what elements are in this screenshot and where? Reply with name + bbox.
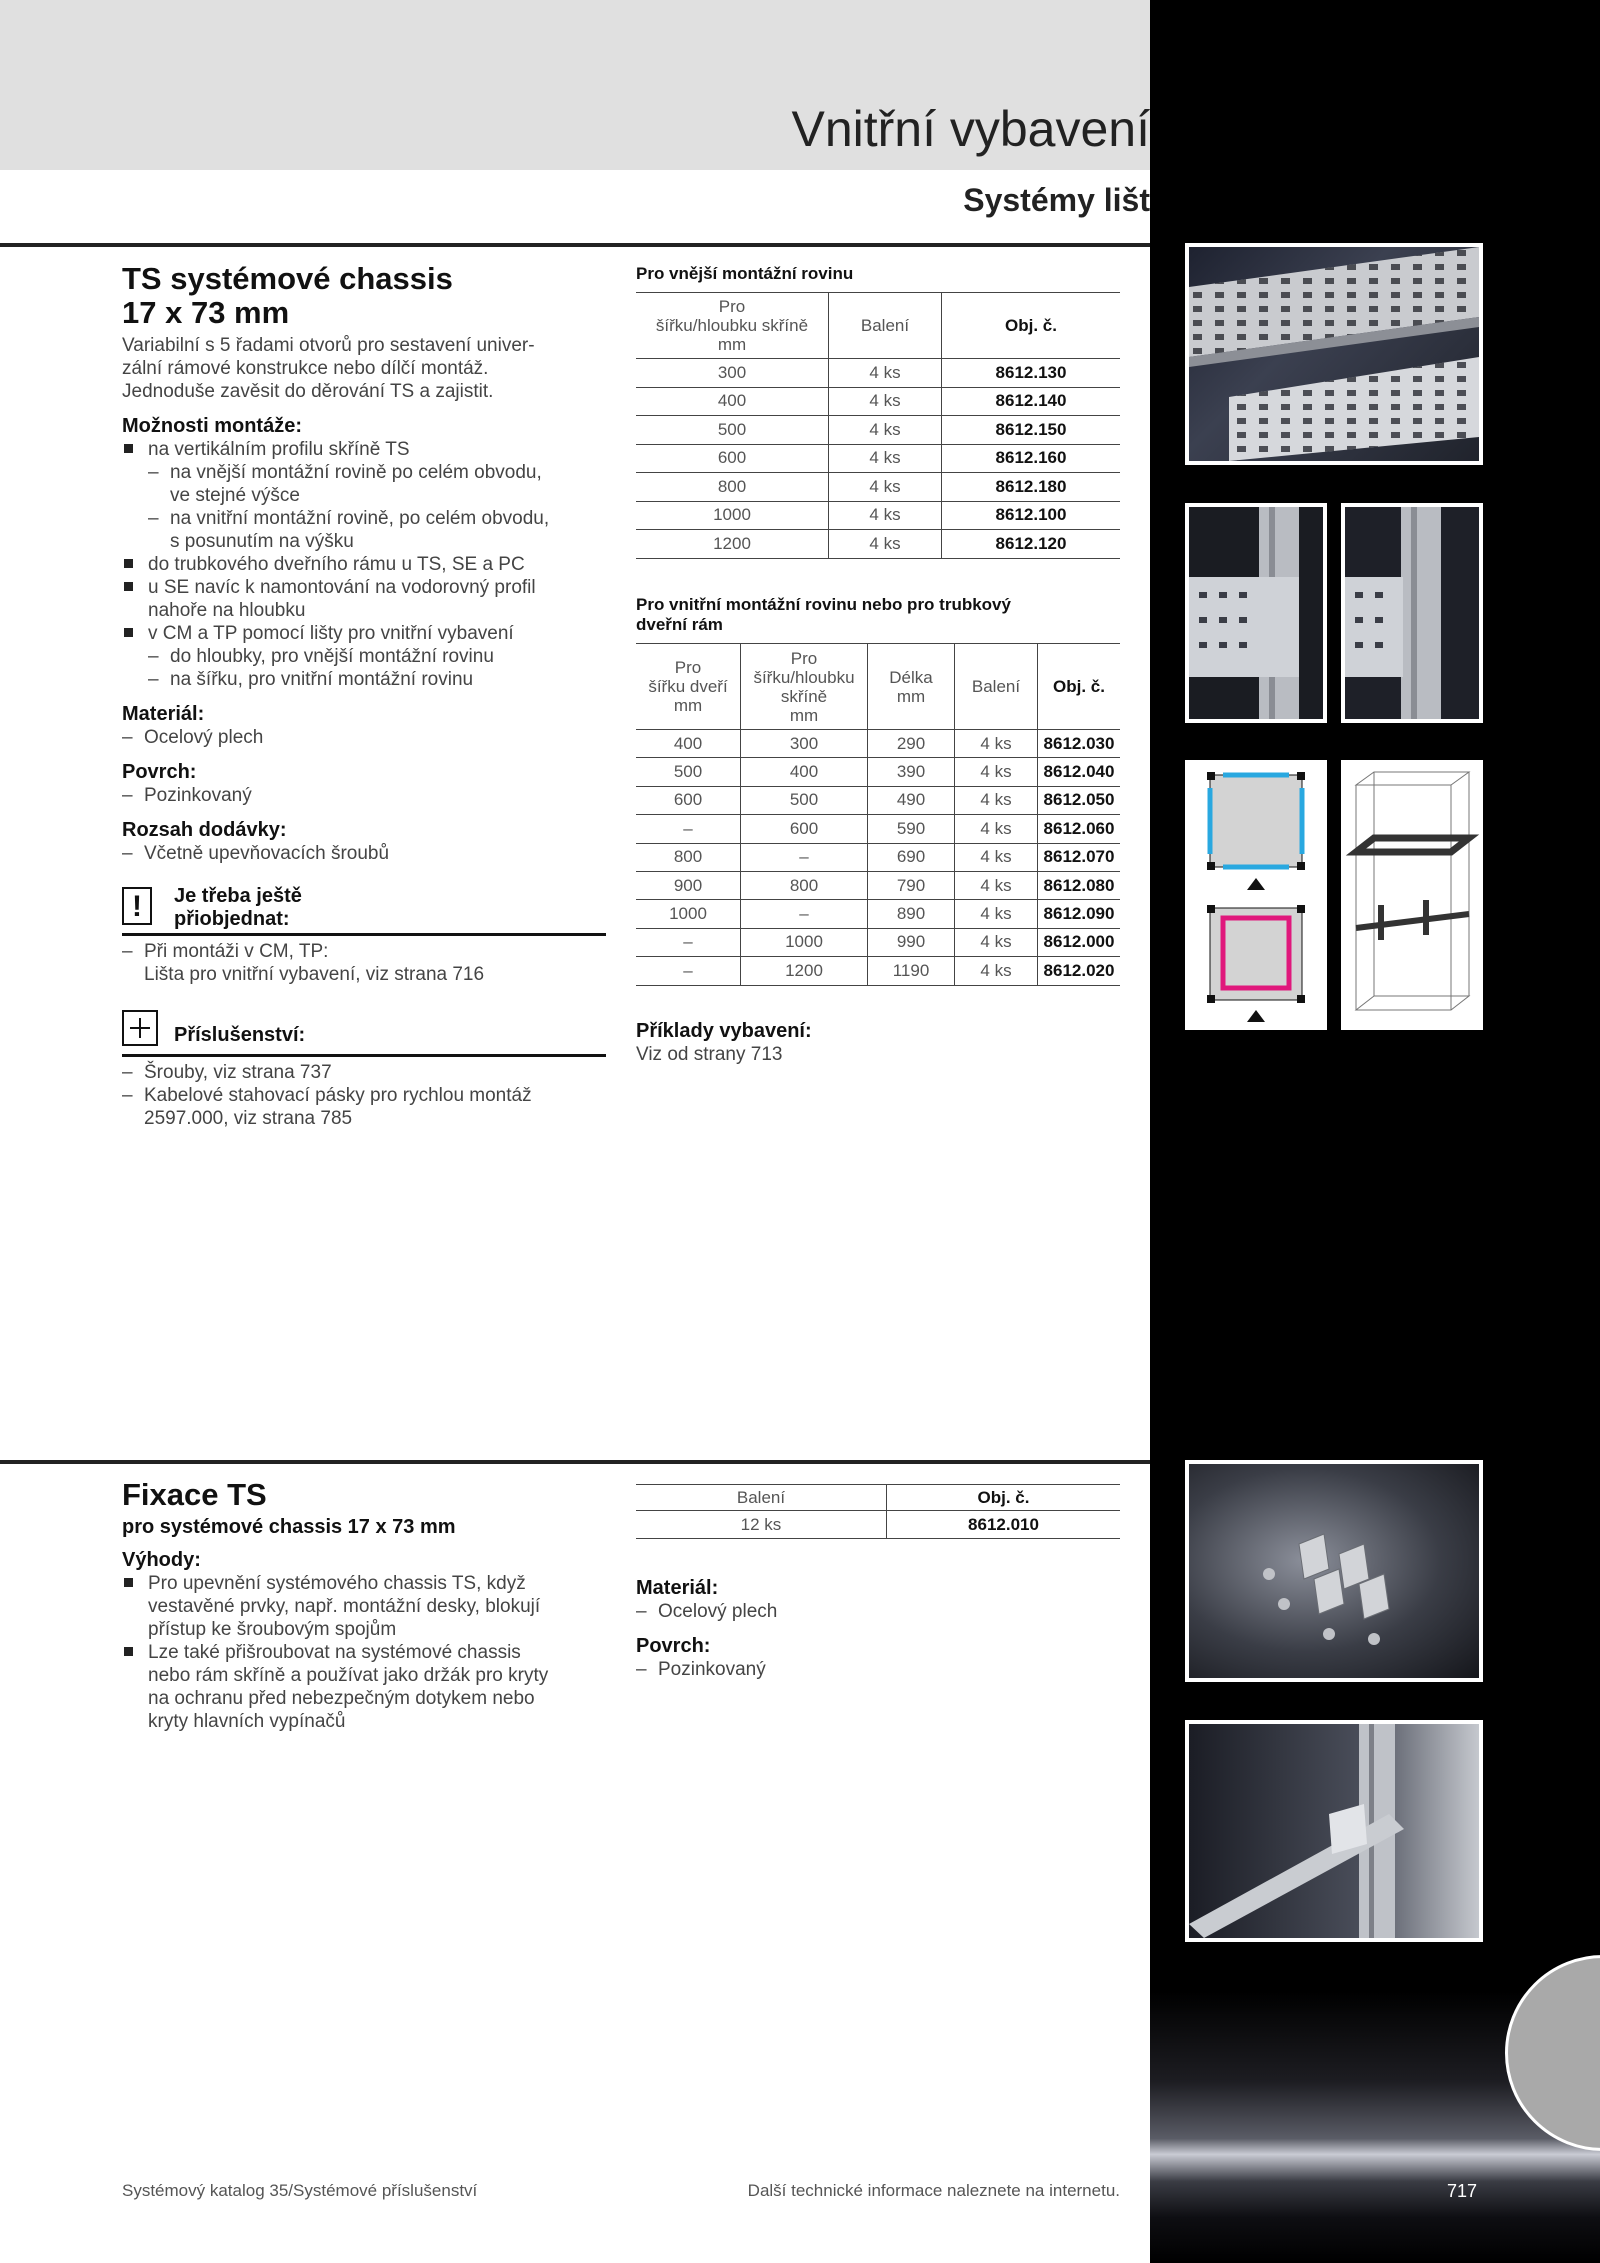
header-line: mm (673, 696, 703, 715)
table-row (636, 786, 1120, 814)
table-row (636, 473, 1120, 502)
mount-illustration (1345, 507, 1479, 719)
section1-intro (122, 334, 612, 403)
table-cell: 8612.020 (1038, 957, 1121, 985)
table-cell: 500 (636, 416, 829, 445)
table-row (636, 843, 1120, 871)
benefits-heading: Výhody: (122, 1549, 201, 1571)
header-line: šířku/hloubku skříně (655, 316, 809, 335)
table-cell: 600 (636, 444, 829, 473)
list-item: v CM a TP pomocí lišty pro vnitřní vybavení (122, 622, 612, 645)
item-line: nebo rám skříně a používat jako držák pro kryty (148, 1665, 549, 1686)
table-cell: 8612.120 (942, 530, 1121, 559)
rail-illustration (1189, 247, 1479, 461)
table-row (636, 416, 1120, 445)
table-row (636, 501, 1120, 530)
material-value: – Ocelový plech (122, 726, 612, 749)
table3 (636, 1484, 1120, 1539)
mount-illustration (1189, 507, 1323, 719)
order-line: – Při montáži v CM, TP: (144, 941, 329, 962)
header-line: šířku/hloubku (753, 667, 855, 687)
subitem-line: – na vnitřní montážní rovině, po celém obvodu, (170, 508, 550, 529)
header-line: mm (717, 335, 747, 354)
accessories-rule (122, 1054, 606, 1057)
material-heading: Materiál: (636, 1577, 719, 1599)
page-number: 717 (1447, 2181, 1478, 2201)
list-subitem (148, 461, 612, 507)
order-heading-line: přiobjednat: (174, 908, 290, 930)
subitem-line: – na vnější montážní rovině po celém obvodu, (170, 462, 542, 483)
list-item (122, 1572, 612, 1641)
table-cell: 600 (636, 786, 741, 814)
table-cell: – (636, 815, 741, 843)
subitem-line: ve stejné výšce (170, 485, 300, 506)
table-row (636, 815, 1120, 843)
table-row (636, 871, 1120, 899)
table-cell: 4 ks (829, 387, 942, 416)
header-line: Pro (674, 658, 702, 677)
examples-heading: Příklady vybavení: (636, 1020, 812, 1042)
table-cell: 8612.080 (1038, 871, 1121, 899)
scope-value: – Včetně upevňovacích šroubů (122, 842, 612, 865)
table-row (636, 900, 1120, 928)
table-cell: 400 (636, 730, 741, 758)
material-value: – Ocelový plech (636, 1600, 1116, 1623)
table-row (636, 444, 1120, 473)
table-cell: 300 (636, 359, 829, 388)
table-cell: 1200 (741, 957, 868, 985)
table3-header: Obj. č. (887, 1485, 1121, 1511)
header-line: Pro (718, 297, 746, 316)
table-row (636, 957, 1120, 985)
surface-heading: Povrch: (636, 1635, 711, 1657)
intro-line: zální rámové konstrukce nebo dílčí montáž. (122, 358, 489, 379)
page-subtitle: Systémy lišt (963, 182, 1150, 218)
list-subitem (148, 507, 612, 553)
table-cell: 4 ks (955, 957, 1038, 985)
list-item (122, 1084, 612, 1130)
benefits-list (122, 1572, 612, 1733)
order-heading (174, 885, 302, 931)
table-cell: 1200 (636, 530, 829, 559)
item-line: u SE navíc k namontování na vodorovný profil (148, 577, 536, 598)
list-item: – Šrouby, viz strana 737 (122, 1061, 612, 1084)
caption-line: Pro vnitřní montážní rovinu nebo pro trubkový (636, 595, 1011, 614)
item-line: 2597.000, viz strana 785 (144, 1108, 353, 1129)
table-cell: 8612.150 (942, 416, 1121, 445)
table-cell: 1190 (868, 957, 955, 985)
table-row (636, 758, 1120, 786)
caption-line: dveřní rám (636, 615, 723, 634)
table-row (636, 387, 1120, 416)
table-cell: 8612.070 (1038, 843, 1121, 871)
table-cell: 1000 (741, 928, 868, 956)
item-line: na ochranu před nebezpečným dotykem nebo (148, 1688, 535, 1709)
fixace-photo (1185, 1460, 1483, 1682)
table3-cell: 12 ks (636, 1511, 887, 1539)
table-cell: 800 (741, 871, 868, 899)
item-line: vestavěné prvky, např. montážní desky, blokují (148, 1596, 541, 1617)
table-cell: 290 (868, 730, 955, 758)
table-cell: 8612.040 (1038, 758, 1121, 786)
section-divider (0, 1460, 1150, 1464)
cabinet-diagram-svg (1341, 760, 1483, 1030)
page-title: Vnitřní vybavení (791, 101, 1150, 157)
examples-block (636, 1020, 812, 1066)
surface-value: – Pozinkovaný (122, 784, 612, 807)
list-item (122, 1641, 612, 1733)
accessories-list (122, 1061, 612, 1130)
header-line: Pro (790, 648, 818, 668)
table-cell: 4 ks (829, 359, 942, 388)
section1-title: TS systémové chassis (122, 261, 453, 296)
intro-line: Variabilní s 5 řadami otvorů pro sestavení univer- (122, 335, 535, 356)
bracket-illustration (1189, 1464, 1479, 1678)
section1-left (122, 262, 612, 1130)
surface-value: – Pozinkovaný (636, 1658, 1116, 1681)
table-cell: 4 ks (955, 815, 1038, 843)
item-line: Pro upevnění systémového chassis TS, když (148, 1573, 526, 1594)
table-cell: 8612.090 (1038, 900, 1121, 928)
rail-photo (1185, 243, 1483, 465)
mounting-heading: Možnosti montáže: (122, 415, 302, 437)
table-cell: 4 ks (955, 758, 1038, 786)
footer-center: Další technické informace naleznete na internetu. (747, 2181, 1120, 2200)
cabinet-diagram (1341, 760, 1483, 1030)
table-cell: 490 (868, 786, 955, 814)
section2-right (636, 1577, 1116, 1681)
table-cell: 4 ks (955, 786, 1038, 814)
table-cell: 990 (868, 928, 955, 956)
fixace-mount-illustration (1189, 1724, 1479, 1938)
header-line: šířku dveří (648, 677, 728, 696)
table2 (636, 643, 1120, 986)
table3-header: Balení (636, 1485, 887, 1511)
list-subitem: – na šířku, pro vnitřní montážní rovinu (148, 668, 612, 691)
table-cell: 300 (741, 730, 868, 758)
order-heading-block (122, 887, 612, 933)
table-cell: 8612.130 (942, 359, 1121, 388)
subitem-line: s posunutím na výšku (170, 531, 354, 552)
table-cell: 8612.030 (1038, 730, 1121, 758)
item-line: nahoře na hloubku (148, 600, 306, 621)
table-cell: 500 (636, 758, 741, 786)
table-cell: 8612.160 (942, 444, 1121, 473)
list-subitem: – do hloubky, pro vnější montážní rovinu (148, 645, 612, 668)
footer-left: Systémový katalog 35/Systémové příslušenství (122, 2181, 478, 2200)
table-cell: 800 (636, 473, 829, 502)
section-divider (0, 243, 1150, 247)
item-line: kryty hlavních vypínačů (148, 1711, 346, 1732)
table1-header: Balení (829, 293, 942, 359)
material-heading: Materiál: (122, 703, 205, 725)
intro-line: Jednoduše zavěsit do děrování TS a zajistit. (122, 381, 494, 402)
accessories-heading: Příslušenství: (174, 1024, 306, 1046)
table-cell: 590 (868, 815, 955, 843)
item-line: – Kabelové stahovací pásky pro rychlou montáž (144, 1085, 532, 1106)
table-cell: – (636, 957, 741, 985)
table-cell: 600 (741, 815, 868, 843)
order-rule (122, 933, 606, 936)
section1-title-2: 17 x 73 mm (122, 295, 290, 330)
table-cell: 8612.100 (942, 501, 1121, 530)
section2-subtitle: pro systémové chassis 17 x 73 mm (122, 1516, 456, 1538)
order-value (122, 940, 612, 986)
table-cell: – (636, 928, 741, 956)
exclamation-icon: ! (122, 887, 152, 925)
table2-header: Balení (955, 644, 1038, 730)
table-cell: 4 ks (955, 730, 1038, 758)
header-line: mm (789, 705, 819, 725)
table-cell: 800 (636, 843, 741, 871)
accessories-heading-block (122, 1010, 612, 1054)
table-cell: – (741, 900, 868, 928)
table-cell: 4 ks (955, 900, 1038, 928)
table-cell: 4 ks (829, 530, 942, 559)
mounting-list (122, 438, 612, 691)
examples-text: Viz od strany 713 (636, 1044, 783, 1065)
table-cell: 8612.050 (1038, 786, 1121, 814)
table-cell: – (741, 843, 868, 871)
table1 (636, 292, 1120, 559)
table1-header: Obj. č. (942, 293, 1121, 359)
scope-heading: Rozsah dodávky: (122, 819, 287, 841)
table-cell: 690 (868, 843, 955, 871)
table2-header (741, 644, 868, 730)
table-cell: 8612.000 (1038, 928, 1121, 956)
table-cell: 790 (868, 871, 955, 899)
table2-header (636, 644, 741, 730)
table-cell: 4 ks (955, 843, 1038, 871)
list-item: do trubkového dveřního rámu u TS, SE a PC (122, 553, 612, 576)
mount-photo-1 (1185, 503, 1327, 723)
fixace-mount-photo (1185, 1720, 1483, 1942)
table-cell: 8612.180 (942, 473, 1121, 502)
list-item (122, 576, 612, 622)
list-item: na vertikálním profilu skříně TS (122, 438, 612, 461)
table-cell: 390 (868, 758, 955, 786)
table2-header (868, 644, 955, 730)
table-cell: 4 ks (955, 871, 1038, 899)
table-cell: 4 ks (829, 444, 942, 473)
surface-heading: Povrch: (122, 761, 197, 783)
table-cell: 1000 (636, 501, 829, 530)
header-line: mm (896, 686, 926, 706)
table-row (636, 359, 1120, 388)
table3-cell: 8612.010 (887, 1511, 1121, 1539)
table-cell: 4 ks (829, 416, 942, 445)
order-heading-line: Je třeba ještě (174, 885, 302, 907)
table-cell: 1000 (636, 900, 741, 928)
plus-icon (122, 1010, 158, 1046)
table2-header: Obj. č. (1038, 644, 1121, 730)
table-row (636, 928, 1120, 956)
section2-title: Fixace TS (122, 1477, 267, 1512)
table-row (636, 730, 1120, 758)
item-line: přístup ke šroubovým spojům (148, 1619, 397, 1640)
mount-photo-2 (1341, 503, 1483, 723)
table-cell: 900 (636, 871, 741, 899)
section2-left (122, 1478, 612, 1733)
mounting-diagram (1185, 760, 1327, 1030)
table1-caption: Pro vnější montážní rovinu (636, 264, 854, 283)
item-line: Lze také přišroubovat na systémové chassis (148, 1642, 521, 1663)
table-cell: 8612.140 (942, 387, 1121, 416)
table-cell: 500 (741, 786, 868, 814)
order-line: Lišta pro vnitřní vybavení, viz strana 716 (144, 964, 485, 985)
table-row (636, 530, 1120, 559)
table-cell: 4 ks (829, 473, 942, 502)
header-line: skříně (780, 686, 828, 706)
table-cell: 400 (636, 387, 829, 416)
table1-header (636, 293, 829, 359)
header-line: Délka (889, 667, 933, 687)
table-cell: 4 ks (829, 501, 942, 530)
mounting-diagram-svg (1185, 760, 1327, 1030)
table-cell: 890 (868, 900, 955, 928)
table2-caption (636, 595, 1011, 635)
table-cell: 400 (741, 758, 868, 786)
table-cell: 8612.060 (1038, 815, 1121, 843)
table-cell: 4 ks (955, 928, 1038, 956)
